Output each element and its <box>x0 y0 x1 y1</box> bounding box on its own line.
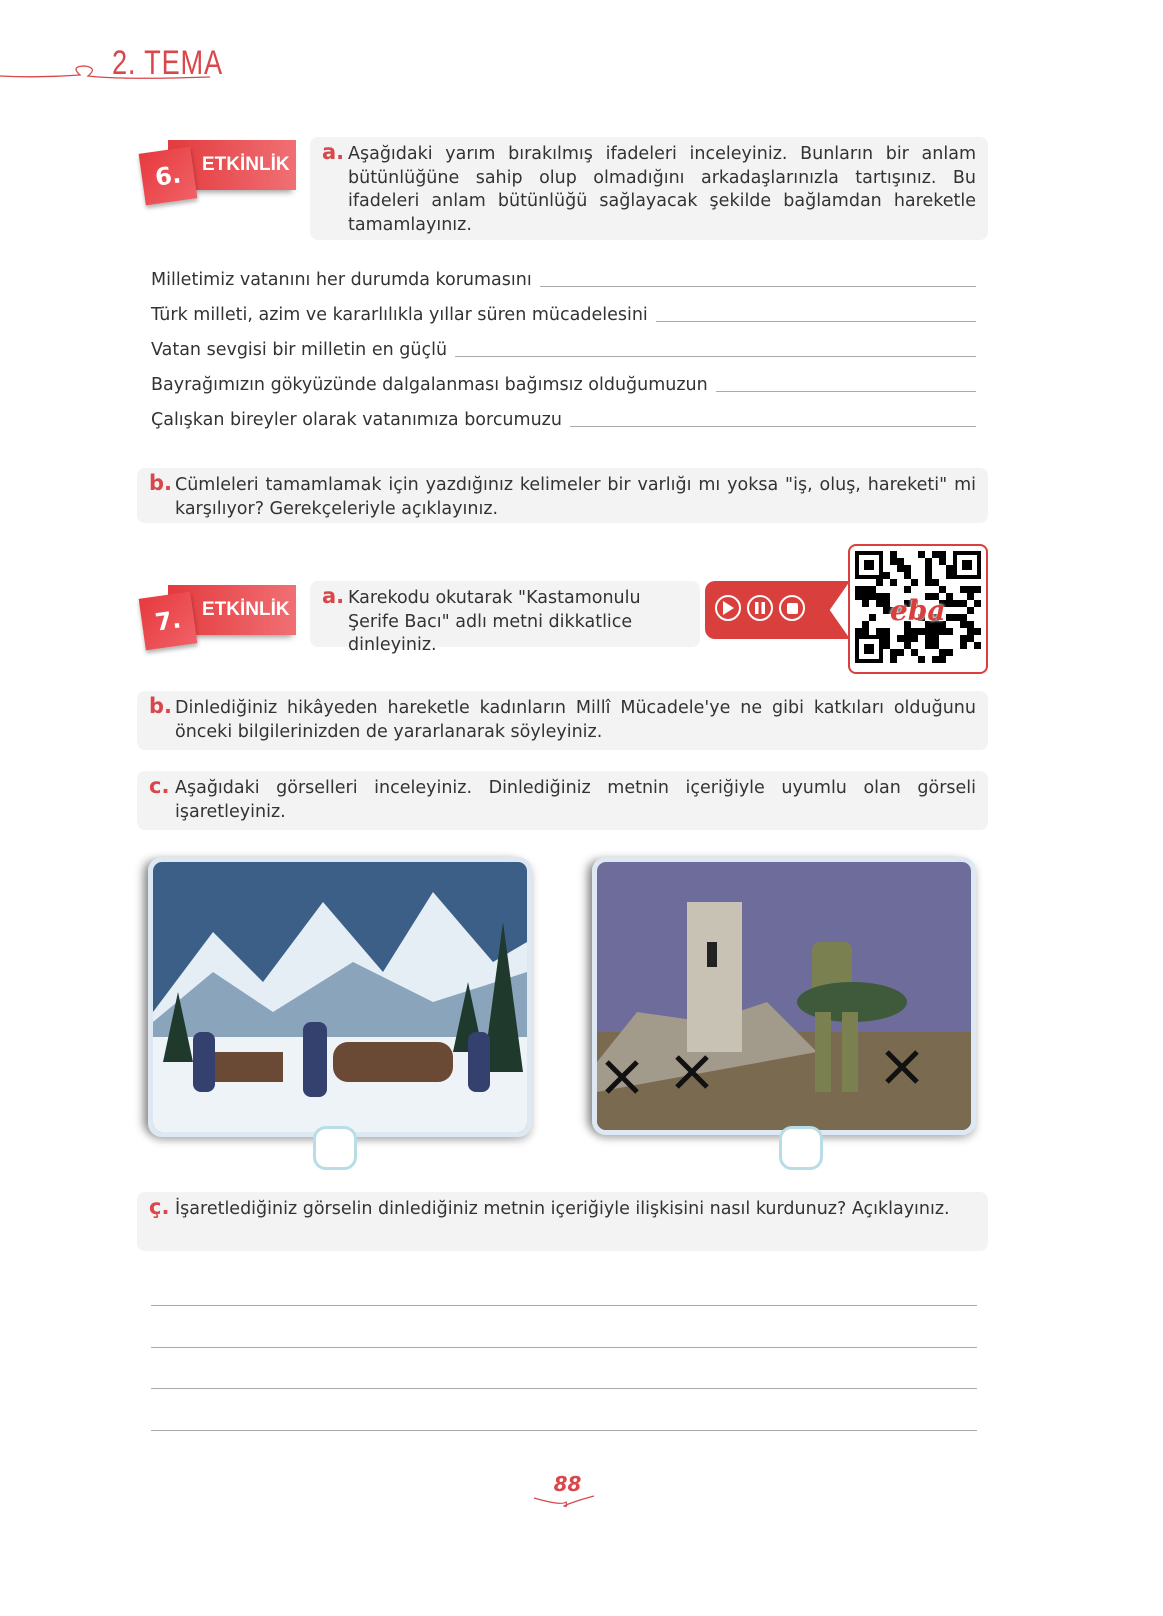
item-letter: b. <box>149 694 173 718</box>
item-letter: c. <box>149 774 170 798</box>
instruction-text: Cümleleri tamamlamak için yazdığınız kelimeler bir varlığı mı yoksa "iş, oluş, hareketi" mi karşılıyor? Gerekçeleriyle açıklayınız. <box>175 475 976 519</box>
item-letter: a. <box>322 140 345 164</box>
play-icon[interactable] <box>715 595 741 621</box>
sentence-text: Vatan sevgisi bir milletin en güçlü <box>151 340 448 360</box>
sentence-text: Milletimiz vatanını her durumda korumasını <box>151 270 532 290</box>
image-soldier-carrying-shell <box>592 857 976 1135</box>
sentence-text: Bayrağımızın gökyüzünde dalgalanması bağımsız olduğumuzun <box>151 375 708 395</box>
activity-label: ETKİNLİK <box>168 585 296 635</box>
answer-blank[interactable] <box>455 356 976 357</box>
fill-in-line[interactable] <box>151 336 976 360</box>
image-1-checkbox[interactable] <box>313 1126 357 1170</box>
stop-icon[interactable] <box>779 595 805 621</box>
answer-blank[interactable] <box>716 391 976 392</box>
activity-6-ribbon <box>140 138 298 206</box>
theme-title: 2. TEMA <box>112 44 223 82</box>
answer-blank[interactable] <box>540 286 976 287</box>
item-letter: a. <box>322 584 345 608</box>
activity-7-ribbon <box>140 583 298 651</box>
instruction-text: Aşağıdaki yarım bırakılmış ifadeleri inceleyiniz. Bunların bir anlam bütünlüğüne sahip olup olmadığını arkadaşlarınızla tartışınız. Bu ifadeleri anlam bütünlüğü sağlayacak şekilde bağlamdan hareketle tamamlayınız. <box>348 144 976 235</box>
answer-line[interactable] <box>151 1347 977 1348</box>
item-letter: ç. <box>149 1195 170 1219</box>
page-number: 88 <box>553 1472 582 1496</box>
instruction-text: Karekodu okutarak "Kastamonulu Şerife Bacı" adlı metni dikkatlice dinleyiniz. <box>348 588 641 655</box>
sentence-text: Türk milleti, azim ve kararlılıkla yıllar süren mücadelesini <box>151 305 648 325</box>
answer-line[interactable] <box>151 1388 977 1389</box>
image-2-checkbox[interactable] <box>779 1126 823 1170</box>
activity-label: ETKİNLİK <box>168 140 296 190</box>
activity-7-a-instruction <box>310 581 700 655</box>
instruction-text: Aşağıdaki görselleri inceleyiniz. Dinlediğiniz metnin içeriğiyle uyumlu olan görseli işaretleyiniz. <box>175 778 976 822</box>
activity-7-b-instruction <box>137 691 988 750</box>
activity-number: 6. <box>139 147 198 206</box>
activity-7-cc-instruction <box>137 1192 988 1251</box>
instruction-text: Dinlediğiniz hikâyeden hareketle kadınların Millî Mücadele'ye ne gibi katkıları olduğunu önceki bilgilerinizden de yararlanarak söyleyiniz. <box>175 698 976 742</box>
activity-7-c-instruction <box>137 771 988 830</box>
pause-icon[interactable] <box>747 595 773 621</box>
activity-6-b-instruction <box>137 468 988 523</box>
audio-controls <box>705 581 850 639</box>
fill-in-line[interactable] <box>151 301 976 325</box>
fill-in-line[interactable] <box>151 406 976 430</box>
image-women-ox-carts-snow <box>148 857 532 1137</box>
eba-logo: eba <box>890 594 946 627</box>
qr-code[interactable] <box>848 544 988 674</box>
activity-number: 7. <box>139 592 198 651</box>
answer-blank[interactable] <box>570 426 976 427</box>
activity-6-a-instruction <box>310 137 988 240</box>
fill-in-line[interactable] <box>151 266 976 290</box>
item-letter: b. <box>149 471 173 495</box>
answer-blank[interactable] <box>656 321 976 322</box>
instruction-text: İşaretlediğiniz görselin dinlediğiniz metnin içeriğiyle ilişkisini nasıl kurdunuz? Açıklayınız. <box>175 1199 950 1219</box>
sentence-text: Çalışkan bireyler olarak vatanımıza borcumuzu <box>151 410 562 430</box>
answer-line[interactable] <box>151 1430 977 1431</box>
answer-line[interactable] <box>151 1305 977 1306</box>
fill-in-line[interactable] <box>151 371 976 395</box>
page-number-swirl <box>532 1494 596 1510</box>
